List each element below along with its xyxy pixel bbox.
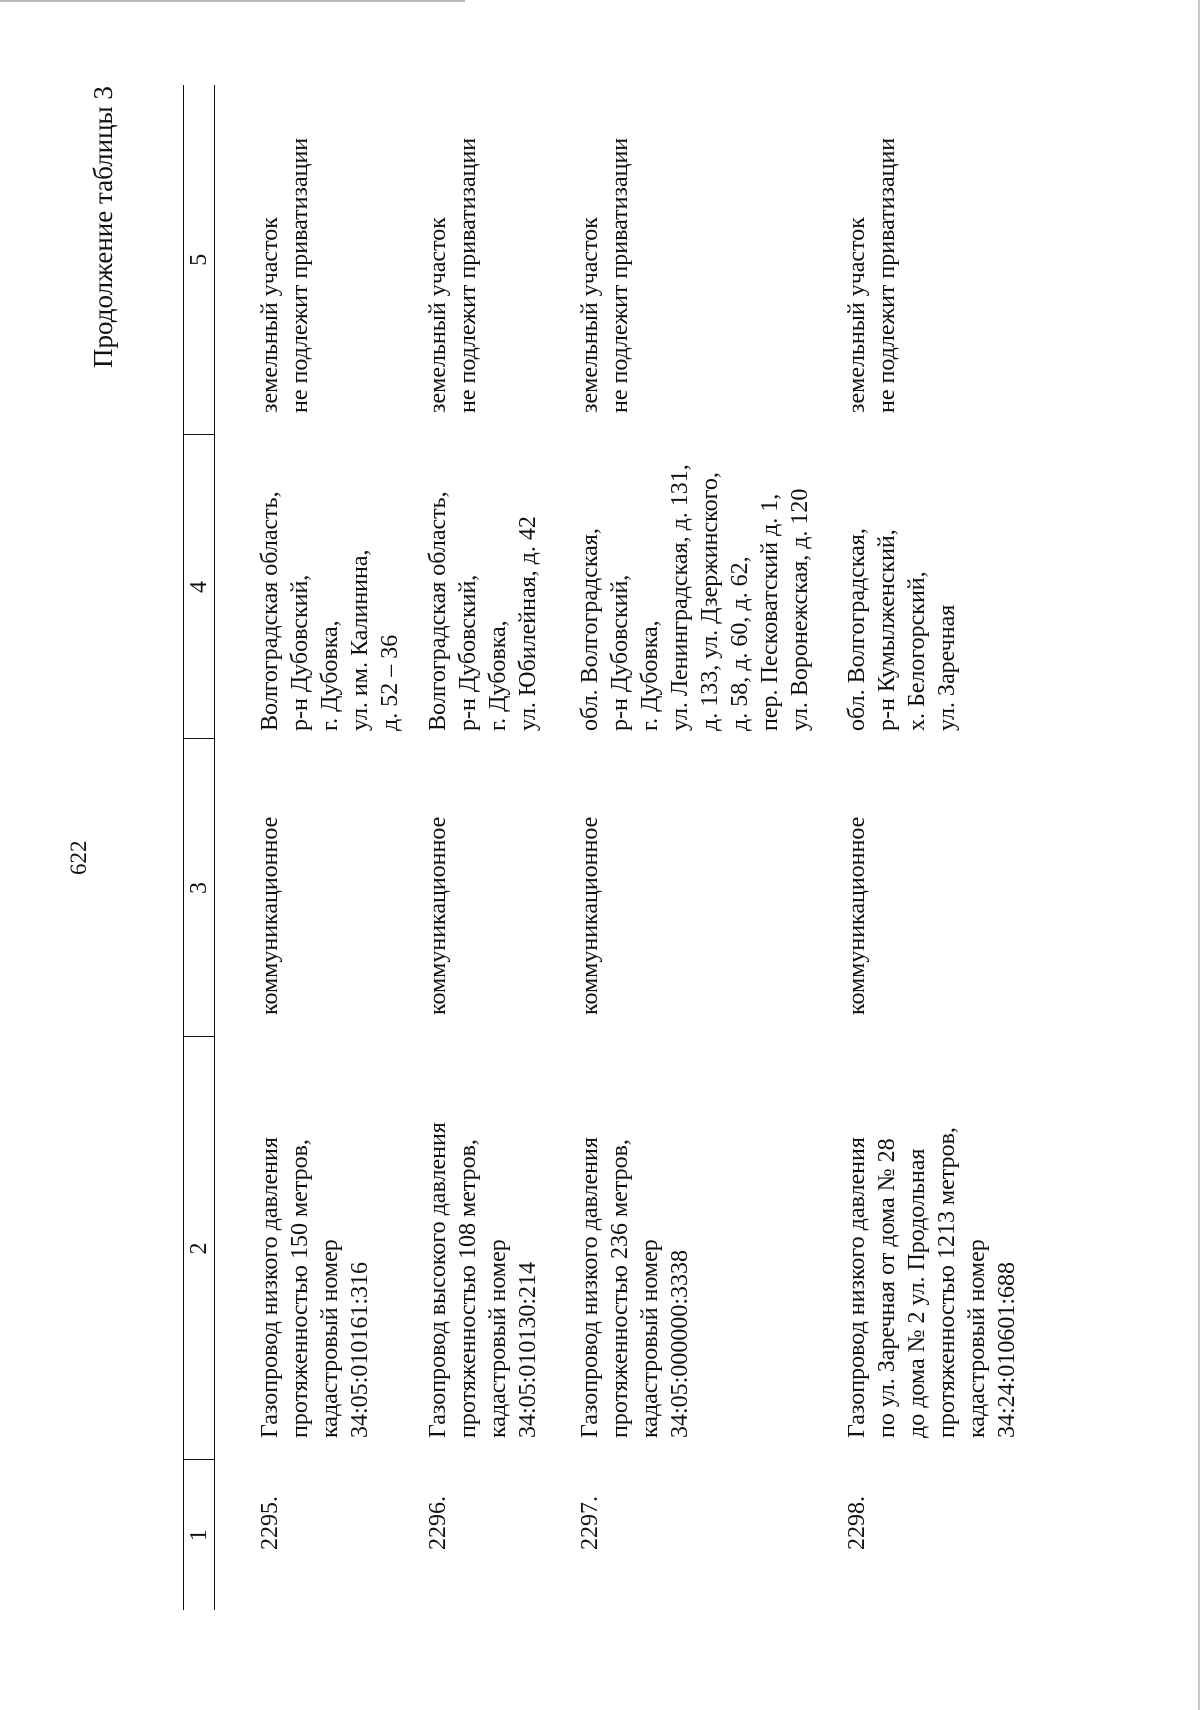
table-row — [215, 85, 406, 1610]
table-row — [553, 85, 820, 1610]
object-note: земельный участок не подлежит приватизации — [844, 137, 900, 413]
object-note: земельный участок не подлежит приватизации — [257, 137, 313, 413]
object-address: Волгоградская область, р-н Дубовский, г. Дубовка, ул. им. Калинина, д. 52 – 36 — [257, 491, 403, 731]
object-name: Газопровод низкого давления по ул. Заречная от дома № 28 до дома № 2 ул. Продольная протяженностью 1213 метров, кадастровый номер 34:24:010601:688 — [844, 1127, 1020, 1438]
object-address: обл. Волгоградская, р-н Кумылженский, х. Белогорский, ул. Заречная — [844, 528, 960, 731]
object-address: Волгоградская область, р-н Дубовский, г. Дубовка, ул. Юбилейная, д. 42 — [425, 491, 541, 731]
column-header-3: 3 — [184, 739, 215, 1037]
object-type: коммуникационное — [425, 816, 451, 1015]
page-number: 622 — [66, 840, 91, 875]
property-table — [183, 85, 1022, 1610]
object-note: земельный участок не подлежит приватизации — [425, 137, 481, 413]
row-number: 2298. — [844, 1496, 870, 1550]
table-continuation-label: Продолжение таблицы 3 — [88, 86, 118, 368]
table-row — [820, 85, 1022, 1610]
row-number: 2295. — [257, 1496, 283, 1550]
column-number-row — [184, 85, 215, 1610]
object-name: Газопровод низкого давления протяженностью 150 метров, кадастровый номер 34:05:010161:316 — [257, 1137, 373, 1438]
column-header-5: 5 — [184, 85, 215, 435]
object-name: Газопровод высокого давления протяженностью 108 метров, кадастровый номер 34:05:010130:214 — [425, 1122, 541, 1438]
object-type: коммуникационное — [844, 816, 870, 1015]
object-name: Газопровод низкого давления протяженностью 236 метров, кадастровый номер 34:05:000000:3338 — [577, 1137, 693, 1438]
object-address: обл. Волгоградская, р-н Дубовский, г. Дубовка, ул. Ленинградская, д. 131, д. 133, ул. Дзержинского, д. 58, д. 60, д. 62, пер. Песковатский д. 1, ул. Воронежская, д. 120 — [577, 464, 813, 731]
object-type: коммуникационное — [577, 816, 603, 1015]
row-number: 2296. — [425, 1496, 451, 1550]
object-type: коммуникационное — [257, 816, 283, 1015]
table-row — [405, 85, 553, 1610]
object-note: земельный участок не подлежит приватизации — [577, 137, 633, 413]
column-header-1: 1 — [184, 1460, 215, 1610]
column-header-2: 2 — [184, 1037, 215, 1460]
column-header-4: 4 — [184, 435, 215, 739]
row-number: 2297. — [577, 1496, 603, 1550]
